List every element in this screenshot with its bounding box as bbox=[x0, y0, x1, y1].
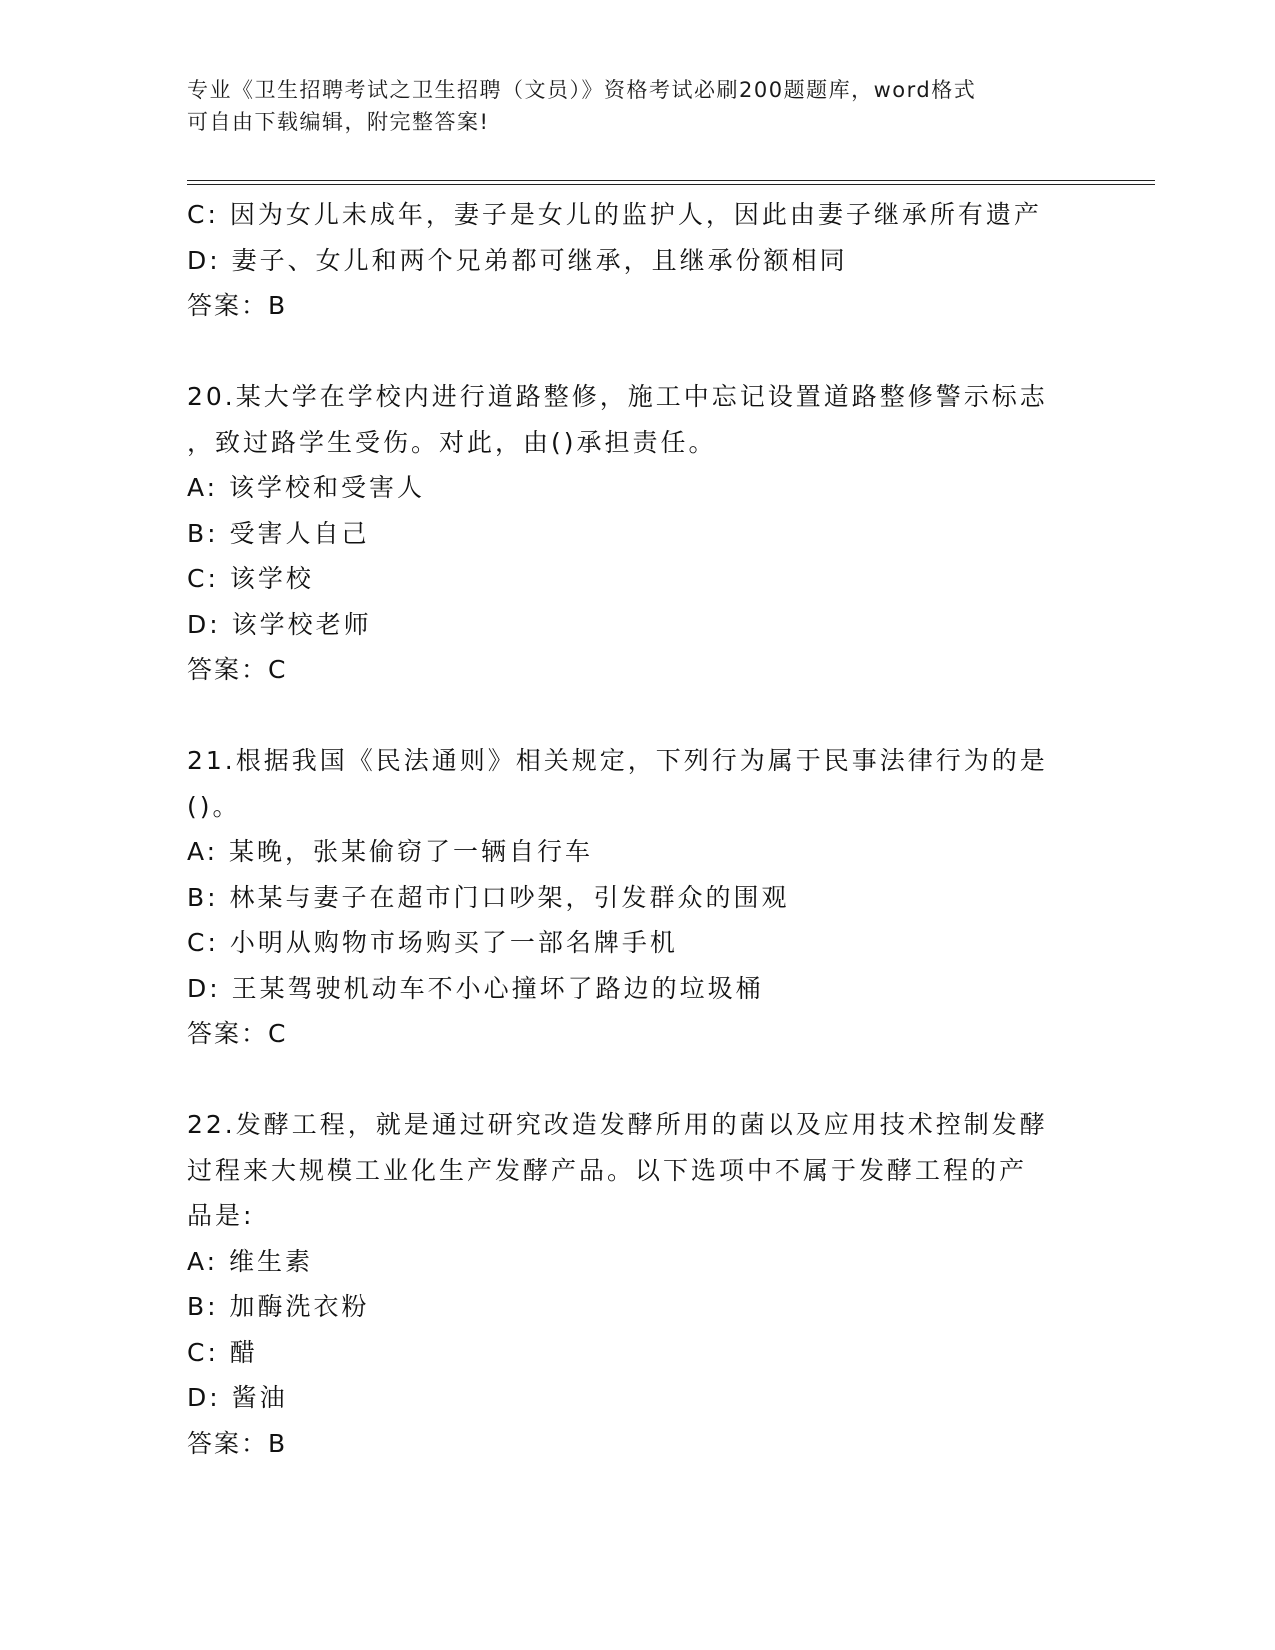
question-stem bbox=[187, 374, 1087, 465]
question-21 bbox=[187, 738, 1087, 1057]
stem-line: 22.发酵工程，就是通过研究改造发酵所用的菌以及应用技术控制发酵 bbox=[187, 1110, 1048, 1139]
question-stem bbox=[187, 1102, 1087, 1239]
question-20 bbox=[187, 374, 1087, 693]
document-header bbox=[187, 74, 1087, 138]
option-b: B: 加酶洗衣粉 bbox=[187, 1292, 370, 1321]
option-a: A: 维生素 bbox=[187, 1246, 314, 1276]
header-divider-top bbox=[187, 180, 1155, 181]
stem-line: 过程来大规模工业化生产发酵产品。以下选项中不属于发酵工程的产 bbox=[187, 1155, 1028, 1185]
header-divider-bottom bbox=[187, 184, 1155, 185]
answer-line: 答案：C bbox=[187, 655, 288, 684]
stem-line: ，致过路学生受伤。对此，由()承担责任。 bbox=[187, 427, 717, 457]
answer-line: 答案：B bbox=[187, 291, 288, 320]
option-d: D: 王某驾驶机动车不小心撞坏了路边的垃圾桶 bbox=[187, 973, 764, 1003]
option-c: C: 因为女儿未成年，妻子是女儿的监护人，因此由妻子继承所有遗产 bbox=[187, 200, 1042, 229]
stem-line: 20.某大学在学校内进行道路整修，施工中忘记设置道路整修警示标志 bbox=[187, 382, 1048, 411]
option-d: D: 妻子、女儿和两个兄弟都可继承，且继承份额相同 bbox=[187, 245, 848, 275]
answer-line: 答案：B bbox=[187, 1428, 288, 1458]
option-c: C: 小明从购物市场购买了一部名牌手机 bbox=[187, 928, 678, 957]
header-line-1: 专业《卫生招聘考试之卫生招聘（文员）》资格考试必刷200题题库，word格式 bbox=[187, 78, 977, 102]
document-body bbox=[187, 192, 1087, 1466]
spacer bbox=[187, 1057, 1087, 1103]
option-a: A: 某晚，张某偷窃了一辆自行车 bbox=[187, 837, 594, 866]
spacer bbox=[187, 329, 1087, 375]
stem-line: 21.根据我国《民法通则》相关规定，下列行为属于民事法律行为的是 bbox=[187, 746, 1048, 775]
header-line-2: 可自由下载编辑，附完整答案! bbox=[187, 110, 490, 134]
answer-line: 答案：C bbox=[187, 1019, 288, 1048]
option-b: B: 林某与妻子在超市门口吵架，引发群众的围观 bbox=[187, 882, 790, 912]
option-c: C: 醋 bbox=[187, 1337, 258, 1367]
stem-line: 品是: bbox=[187, 1201, 255, 1230]
option-a: A: 该学校和受害人 bbox=[187, 473, 426, 502]
question-22 bbox=[187, 1102, 1087, 1466]
spacer bbox=[187, 693, 1087, 739]
option-c: C: 该学校 bbox=[187, 564, 314, 593]
question-stem bbox=[187, 738, 1087, 829]
option-d: D: 该学校老师 bbox=[187, 609, 372, 639]
question-continuation bbox=[187, 192, 1087, 329]
option-b: B: 受害人自己 bbox=[187, 518, 370, 548]
stem-line: ()。 bbox=[187, 791, 241, 821]
option-d: D: 酱油 bbox=[187, 1383, 288, 1412]
